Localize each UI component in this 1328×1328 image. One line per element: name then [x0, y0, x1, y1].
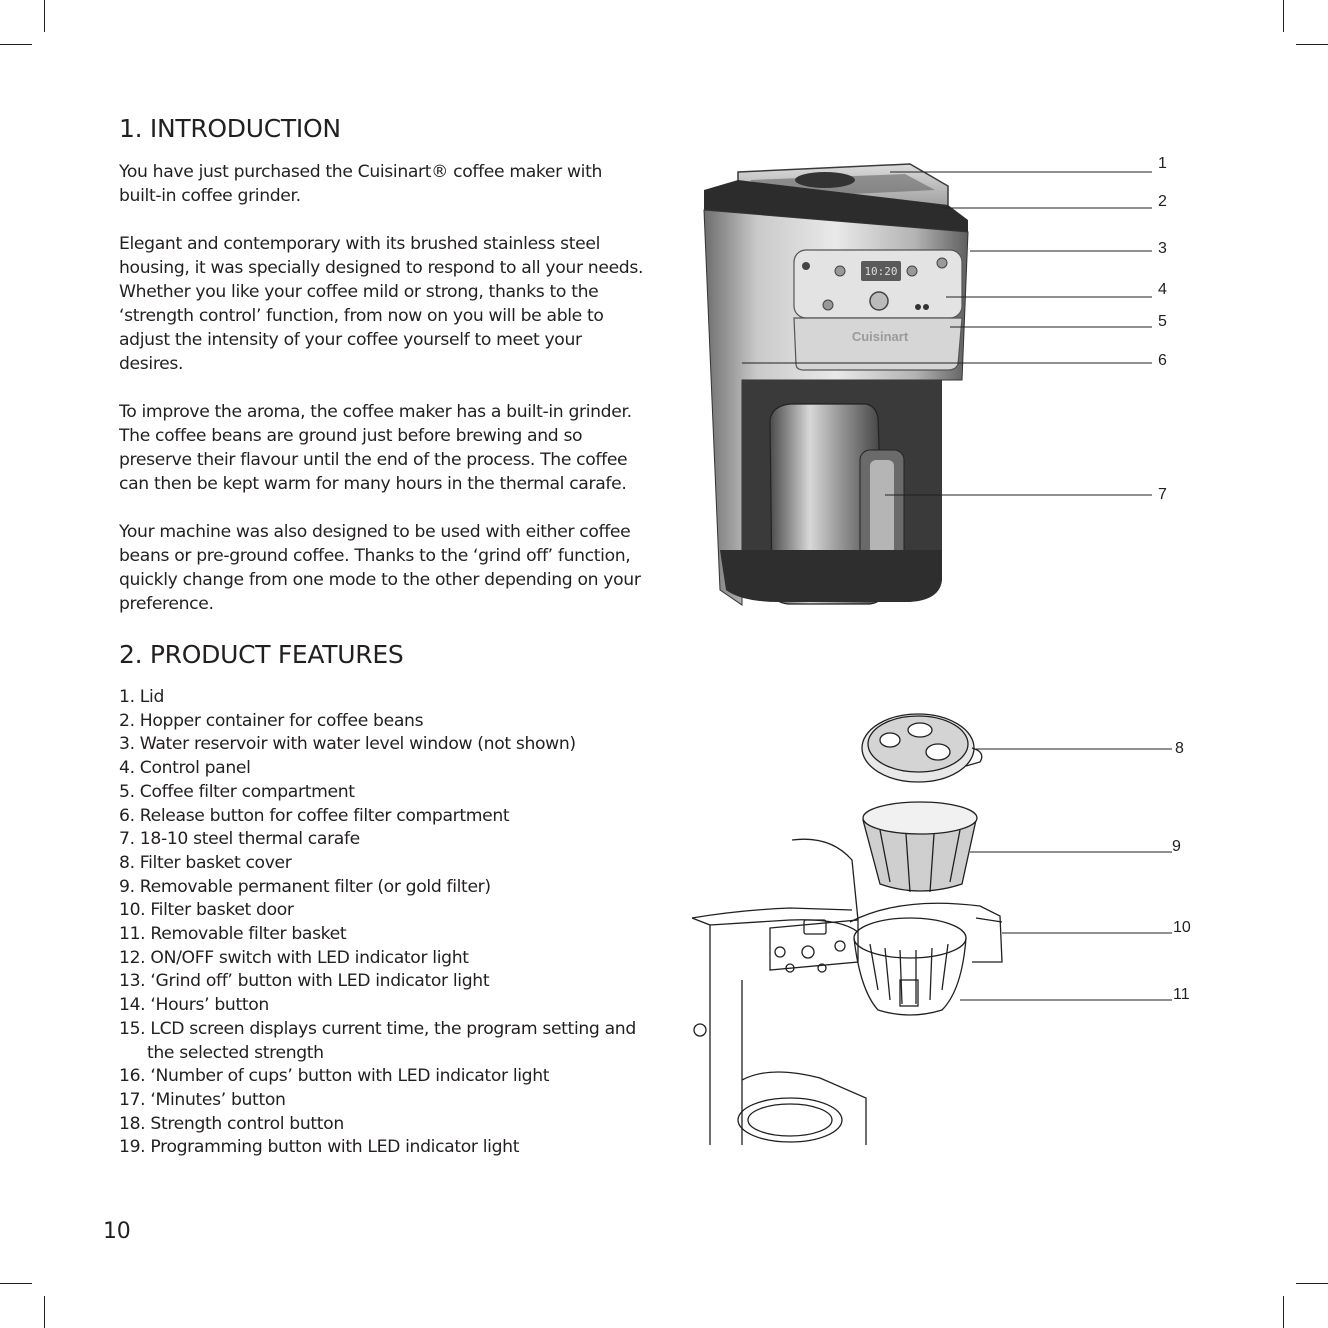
feature-item: 15. LCD screen displays current time, the program setting and the selected strength [119, 1018, 636, 1063]
feature-item: 1. Lid [119, 687, 165, 707]
page-number: 10 [103, 1219, 131, 1244]
callout-number: 6 [1158, 352, 1167, 369]
introduction-body [119, 160, 649, 640]
feature-item: 3. Water reservoir with water level window (not shown) [119, 734, 576, 755]
feature-item: 13. ‘Grind off’ button with LED indicator light [119, 971, 490, 992]
callout-number: 1 [1158, 155, 1167, 172]
feature-item: 7. 18-10 steel thermal carafe [119, 829, 360, 850]
callout-number: 9 [1172, 838, 1181, 855]
feature-item: 4. Control panel [119, 758, 251, 779]
callout-number: 7 [1158, 486, 1167, 503]
feature-item: 12. ON/OFF switch with LED indicator light [119, 947, 469, 968]
crop-mark [44, 0, 45, 32]
lcd-time: 10:20 [864, 265, 898, 278]
crop-mark [44, 1296, 45, 1328]
callout-number: 2 [1158, 193, 1167, 210]
crop-mark [1283, 0, 1284, 32]
introduction-heading: 1. INTRODUCTION [119, 114, 341, 143]
feature-item: 16. ‘Number of cups’ button with LED indicator light [119, 1066, 550, 1087]
intro-paragraph: You have just purchased the Cuisinart® coffee maker with built-in coffee grinder. [119, 162, 603, 206]
feature-item: 8. Filter basket cover [119, 852, 292, 873]
filter-assembly-illustration [680, 700, 1200, 1150]
feature-item: 18. Strength control button [119, 1113, 344, 1134]
callout-number: 10 [1173, 919, 1191, 936]
callout-number: 4 [1158, 281, 1167, 298]
feature-item: 14. ‘Hours’ button [119, 995, 269, 1016]
feature-item: 5. Coffee filter compartment [119, 781, 355, 802]
feature-item: 17. ‘Minutes’ button [119, 1089, 286, 1110]
crop-mark [1296, 1283, 1328, 1284]
intro-paragraph: Elegant and contemporary with its brushed stainless steel housing, it was specially designed to respond to all your needs. Whether you like your coffee mild or strong, thanks to the ‘strength control’ function, from now on you will be able to adjust the intensity of your coffee yourself to meet your desires. [119, 234, 644, 374]
feature-item: 9. Removable permanent filter (or gold filter) [119, 876, 491, 897]
crop-mark [1283, 1296, 1284, 1328]
callout-number: 11 [1173, 986, 1190, 1003]
intro-paragraph: Your machine was also designed to be used with either coffee beans or pre-ground coffee. Thanks to the ‘grind off’ function, quickly change from one mode to the other depending on your preference. [119, 522, 641, 614]
callout-number: 5 [1158, 313, 1167, 330]
feature-item: 2. Hopper container for coffee beans [119, 710, 424, 731]
callout-number: 8 [1175, 740, 1184, 757]
coffee-maker-illustration [680, 150, 1200, 640]
features-list [119, 686, 659, 1160]
crop-mark [0, 1283, 32, 1284]
crop-mark [1296, 44, 1328, 45]
features-heading: 2. PRODUCT FEATURES [119, 640, 404, 669]
intro-paragraph: To improve the aroma, the coffee maker has a built-in grinder. The coffee beans are ground just before brewing and so preserve their flavour until the end of the process. The coffee can then be kept warm for many hours in the thermal carafe. [119, 402, 632, 494]
brand-logo: Cuisinart [851, 329, 909, 344]
feature-item: 6. Release button for coffee filter compartment [119, 805, 510, 826]
feature-item: 19. Programming button with LED indicator light [119, 1137, 520, 1158]
crop-mark [0, 44, 32, 45]
feature-item: 10. Filter basket door [119, 900, 294, 921]
feature-item: 11. Removable filter basket [119, 924, 347, 945]
callout-number: 3 [1158, 240, 1167, 257]
